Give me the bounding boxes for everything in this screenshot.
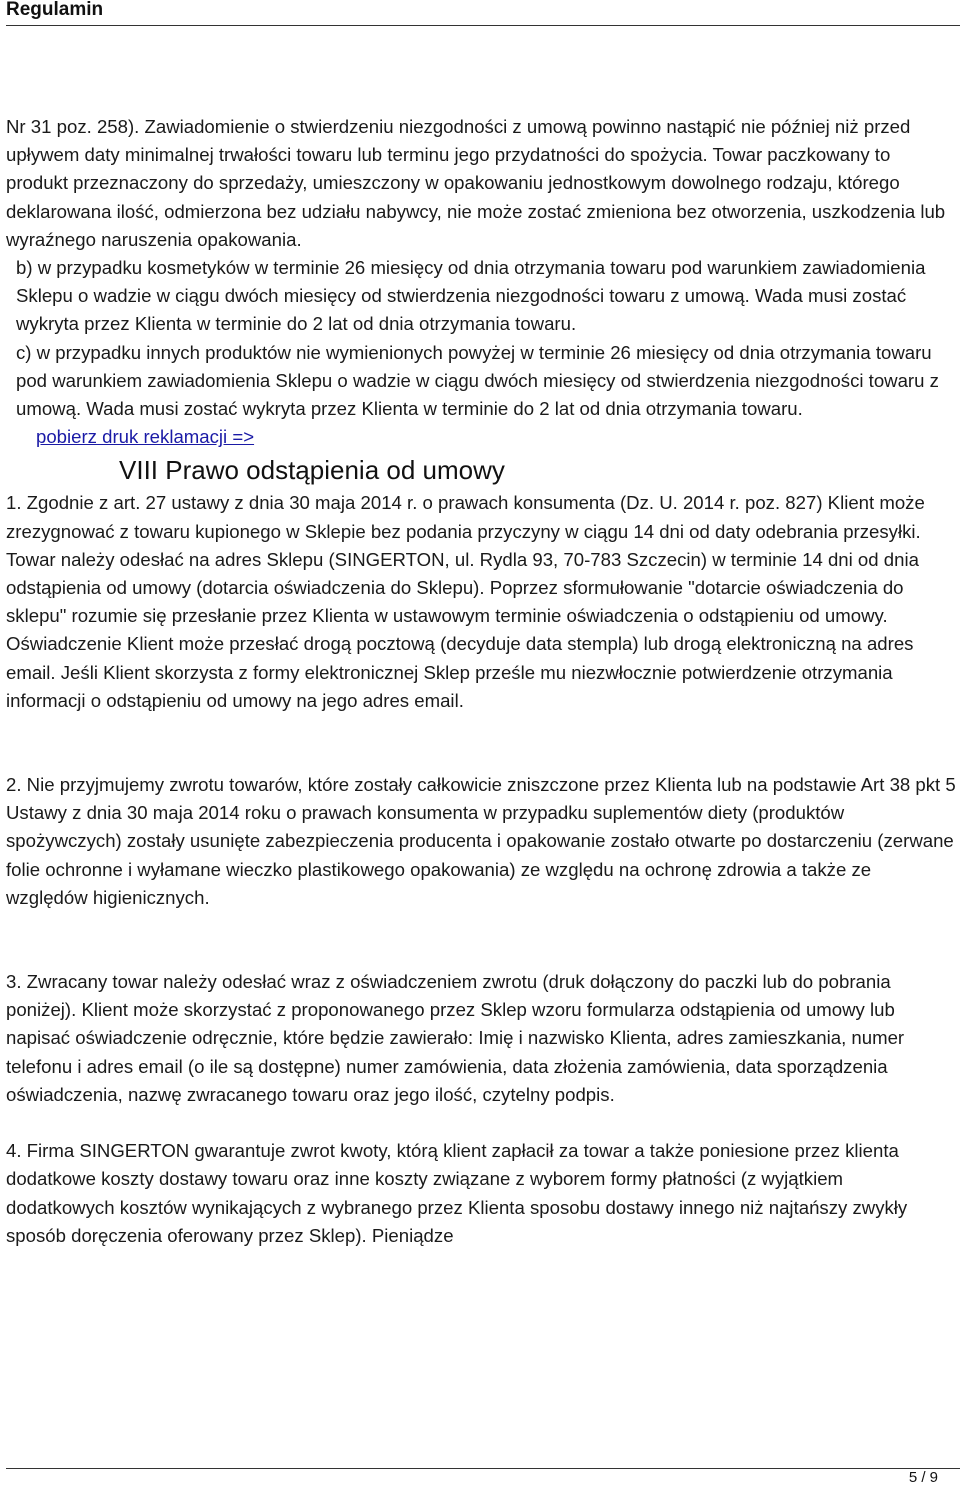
- footer-divider: [6, 1468, 960, 1469]
- spacer: [6, 715, 956, 771]
- section-heading: VIII Prawo odstąpienia od umowy: [119, 455, 505, 486]
- paragraph-point-3: 3. Zwracany towar należy odesłać wraz z oświadczeniem zwrotu (druk dołączony do paczki lub do pobrania poniżej). Klient może skorzystać z proponowanego przez Sklep wzoru formularza odstąpienia od umowy lub napisać oświadczenie odręcznie, które będzie zawierało: Imię i nazwisko Klienta, adres zamieszkania, numer telefonu i adres email (o ile są dostępne) numer zamówienia, data złożenia zamówienia, data sporządzenia oświadczenia, nazwę zwracanego towaru oraz jego ilość, czytelny podpis.: [6, 971, 905, 1105]
- paragraph-kosmetyki: b) w przypadku kosmetyków w terminie 26 miesięcy od dnia otrzymania towaru pod warunkiem zawiadomienia Sklepu o wadzie w ciągu dwóch miesięcy od stwierdzenia niezgodności towaru z umową. Wada musi zostać wykryta przez Klienta w terminie do 2 lat od dnia otrzymania towaru.: [16, 257, 926, 335]
- page-number: 5 / 9: [908, 1469, 938, 1486]
- spacer: [6, 912, 956, 968]
- paragraph-point-2: 2. Nie przyjmujemy zwrotu towarów, które zostały całkowicie zniszczone przez Klienta lub na podstawie Art 38 pkt 5 Ustawy z dnia 30 maja 2014 roku o prawach konsumenta w przypadku suplementów diety (produktów spożywczych) zostały usunięte zabezpieczenia producenta i opakowanie zostało otwarte po dostarczeniu (zerwane folie ochronne i wyłamane wieczko plastikowego opakowania) ze względu na ochronę zdrowia a także ze względów higienicznych.: [6, 774, 956, 908]
- spacer: [6, 1109, 956, 1137]
- complaint-form-link[interactable]: pobierz druk reklamacji =>: [36, 426, 255, 448]
- document-title: Regulamin: [6, 0, 104, 20]
- header-divider: [6, 25, 960, 26]
- page-header: [0, 0, 960, 26]
- document-body: [6, 113, 956, 1250]
- paragraph-towar-paczkowany: Nr 31 poz. 258). Zawiadomienie o stwierdzeniu niezgodności z umową powinno nastąpić nie później niż przed upływem daty minimalnej trwałości towaru lub terminu jego przydatności do spożycia. Towar paczkowany to produkt przeznaczony do sprzedaży, umieszczony w opakowaniu jednostkowym dowolnego rodzaju, którego deklarowana ilość, odmierzona bez udziału nabywcy, nie może zostać zmieniona bez otworzenia, uszkodzenia lub wyraźnego naruszenia opakowania.: [6, 116, 946, 250]
- paragraph-inne-produkty: c) w przypadku innych produktów nie wymienionych powyżej w terminie 26 miesięcy od dnia otrzymania towaru pod warunkiem zawiadomienia Sklepu o wadzie w ciągu dwóch miesięcy od stwierdzenia niezgodności towaru z umową. Wada musi zostać wykryta przez Klienta w terminie do 2 lat od dnia otrzymania towaru.: [16, 341, 939, 420]
- complaint-form-link-row: [6, 423, 956, 451]
- paragraph-point-4: 4. Firma SINGERTON gwarantuje zwrot kwoty, którą klient zapłacił za towar a także poniesione przez klienta dodatkowe koszty dostawy towaru oraz inne koszty związane z wyborem formy płatności (z wyjątkiem dodatkowych kosztów wynikających z wybranego przez Klienta sposobu dostawy innego niż najtańszy zwykły sposób doręczenia oferowany przez Sklep). Pieniądze: [6, 1140, 908, 1246]
- paragraph-point-1: 1. Zgodnie z art. 27 ustawy z dnia 30 maja 2014 r. o prawach konsumenta (Dz. U. 2014 r. poz. 827) Klient może zrezygnować z towaru kupionego w Sklepie bez podania przyczyny w ciągu 14 dni od daty odebrania przesyłki. Towar należy odesłać na adres Sklepu (SINGERTON, ul. Rydla 93, 70-783 Szczecin) w terminie 14 dni od dnia odstąpienia od umowy (dotarcia oświadczenia do Sklepu). Poprzez sformułowanie "dotarcie oświadczenia do sklepu" rozumie się przesłanie przez Klienta w ustawowym terminie oświadczenia o odstąpieniu od umowy. Oświadczenie Klient może przesłać drogą pocztową (decyduje data stempla) lub drogą elektroniczną na adres email. Jeśli Klient skorzysta z formy elektronicznej Sklep prześle mu niezwłocznie potwierdzenie otrzymania informacji o odstąpieniu od umowy na jego adres email.: [6, 492, 925, 711]
